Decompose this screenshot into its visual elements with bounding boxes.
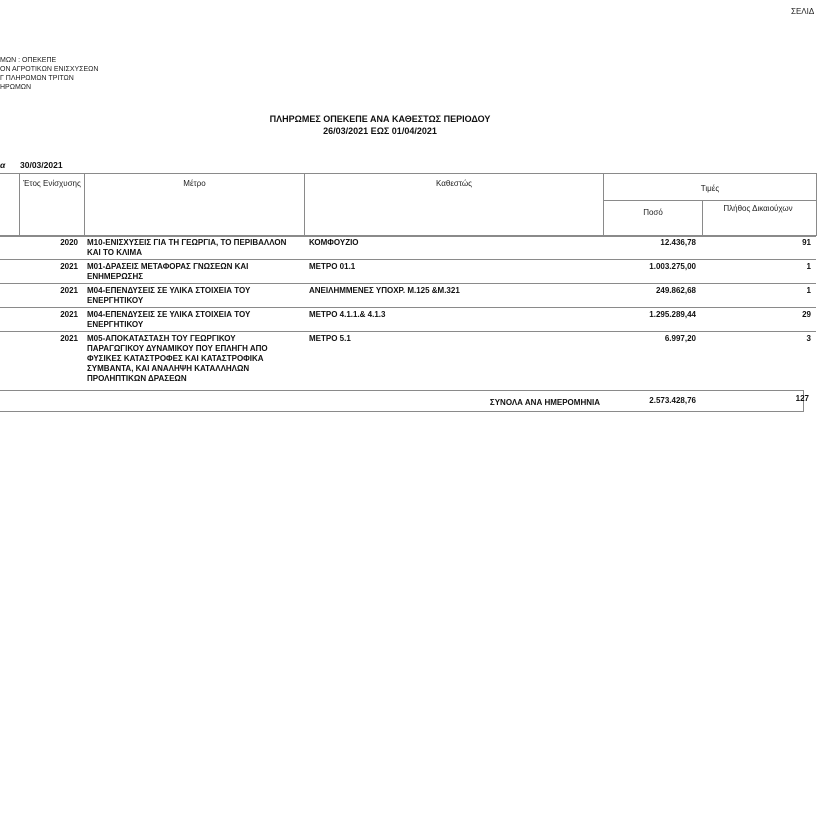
row-scheme: ΜΕΤΡΟ 5.1 — [309, 334, 351, 343]
row-year: 2020 — [60, 238, 78, 247]
col-divider-scheme-right — [603, 173, 604, 236]
row-year: 2021 — [60, 262, 78, 271]
header-year: Έτος Ενίσχυσης — [23, 179, 81, 188]
row-year: 2021 — [60, 310, 78, 319]
row-scheme: ΜΕΤΡΟ 01.1 — [309, 262, 356, 271]
table-top-border — [0, 173, 816, 174]
row-year: 2021 — [60, 334, 78, 343]
row-divider-3 — [0, 307, 816, 308]
header-measure: Μέτρο — [183, 179, 206, 188]
row-divider-4 — [0, 331, 816, 332]
row-measure: Μ10-ΕΝΙΣΧΥΣΕΙΣ ΓΙΑ ΤΗ ΓΕΩΡΓΙΑ, ΤΟ ΠΕΡΙΒΑΛΛΟΝ ΚΑΙ ΤΟ ΚΛΙΜΑ — [87, 238, 287, 257]
row-scheme: ΑΝΕΙΛΗΜΜΕΝΕΣ ΥΠΟΧΡ. Μ.125 &Μ.321 — [309, 286, 460, 295]
row-divider-2 — [0, 283, 816, 284]
header-values: Τιμές — [700, 184, 720, 193]
org-line-2: ΟΝ ΑΓΡΟΤΙΚΩΝ ΕΝΙΣΧΥΣΕΩΝ — [0, 66, 99, 73]
report-title: ΠΛΗΡΩΜΕΣ ΟΠΕΚΕΠΕ ΑΝΑ ΚΑΘΕΣΤΩΣ ΠΕΡΙΟΔΟΥ — [269, 114, 491, 124]
values-subheader-divider — [603, 200, 816, 201]
org-line-1: ΜΩΝ : ΟΠΕΚΕΠΕ — [0, 57, 57, 64]
row-beneficiaries: 1 — [806, 286, 811, 295]
row-beneficiaries: 29 — [802, 310, 811, 319]
row-amount: 6.997,20 — [664, 334, 696, 343]
org-line-4: ΗΡΩΜΩΝ — [0, 84, 32, 91]
row-scheme: ΚΟΜΦΟΥΖΙΟ — [309, 238, 359, 247]
date-group-value: 30/03/2021 — [20, 160, 63, 170]
org-line-3: Γ ΠΛΗΡΩΜΩΝ ΤΡΙΤΩΝ — [0, 75, 74, 82]
row-measure: Μ01-ΔΡΑΣΕΙΣ ΜΕΤΑΦΟΡΑΣ ΓΝΩΣΕΩΝ ΚΑΙ ΕΝΗΜΕΡΩΣΗΣ — [87, 262, 249, 281]
totals-amount: 2.573.428,76 — [649, 396, 696, 405]
page-number-label: ΣΕΛΙΔ — [791, 7, 815, 16]
totals-bottom-border — [0, 411, 803, 412]
row-amount: 249.862,68 — [655, 286, 696, 295]
col-divider-amount-right — [702, 200, 703, 236]
row-divider-1 — [0, 259, 816, 260]
header-bottom-border-2 — [0, 236, 816, 237]
row-measure: Μ04-ΕΠΕΝΔΥΣΕΙΣ ΣΕ ΥΛΙΚΑ ΣΤΟΙΧΕΙΑ ΤΟΥ ΕΝΕΡΓΗΤΙΚΟΥ — [87, 286, 251, 305]
row-amount: 1.003.275,00 — [649, 262, 696, 271]
header-scheme: Καθεστώς — [436, 179, 472, 188]
header-beneficiaries: Πλήθος Δικαιούχων — [723, 204, 793, 213]
row-amount: 12.436,78 — [660, 238, 696, 247]
row-measure: Μ05-ΑΠΟΚΑΤΑΣΤΑΣΗ ΤΟΥ ΓΕΩΡΓΙΚΟΥ ΠΑΡΑΓΩΓΙΚΟΥ ΔΥΝΑΜΙΚΟΥ ΠΟΥ ΕΠΛΗΓΗ ΑΠΟ ΦΥΣΙΚΕΣ ΚΑΤΑΣΤΡΟΦΕΣ ΚΑΙ ΚΑΤΑΣΤΡΟΦΙΚΑ ΣΥΜΒΑΝΤΑ, ΚΑΙ ΑΝΑΛΗΨΗ ΚΑΤΑΛΛΗΛΩΝ ΠΡΟΛΗΠΤΙΚΩΝ ΔΡΑΣΕΩΝ — [87, 334, 268, 383]
row-amount: 1.295.289,44 — [649, 310, 696, 319]
row-year: 2021 — [60, 286, 78, 295]
report-period: 26/03/2021 ΕΩΣ 01/04/2021 — [323, 126, 437, 136]
row-measure: Μ04-ΕΠΕΝΔΥΣΕΙΣ ΣΕ ΥΛΙΚΑ ΣΤΟΙΧΕΙΑ ΤΟΥ ΕΝΕΡΓΗΤΙΚΟΥ — [87, 310, 251, 329]
row-beneficiaries: 91 — [802, 238, 811, 247]
totals-beneficiaries: 127 — [795, 394, 809, 403]
totals-label: ΣΥΝΟΛΑ ΑΝΑ ΗΜΕΡΟΜΗΝΙΑ — [489, 398, 600, 407]
header-amount: Ποσό — [643, 208, 663, 217]
row-beneficiaries: 3 — [806, 334, 811, 343]
totals-top-border — [0, 390, 803, 391]
date-group-label: α — [0, 160, 6, 170]
row-beneficiaries: 1 — [806, 262, 811, 271]
row-scheme: ΜΕΤΡΟ 4.1.1.& 4.1.3 — [309, 310, 386, 319]
table-right-border — [816, 173, 817, 236]
